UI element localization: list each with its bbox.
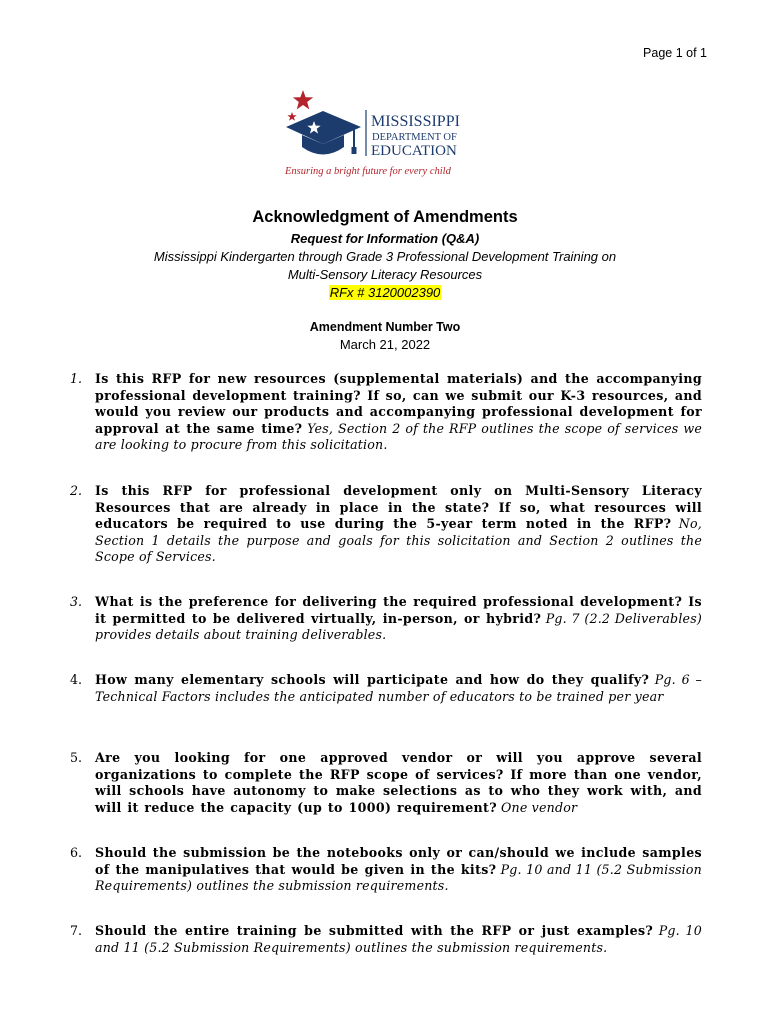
amendment-date: March 21, 2022 bbox=[339, 337, 431, 352]
qa-item-5 bbox=[70, 750, 702, 816]
project-title-line-1: Mississippi Kindergarten through Grade 3 Professional Development Training on bbox=[153, 249, 617, 264]
rfx-number bbox=[0, 285, 770, 300]
qa-item-6 bbox=[70, 845, 702, 895]
question-text: Should the entire training be submitted with the RFP or just examples? bbox=[95, 923, 654, 938]
mde-logo-graphic bbox=[283, 90, 483, 182]
answer-text: Pg. 7 (2.2 Deliverables) provides details about training deliverables. bbox=[95, 610, 702, 643]
answer-text: Pg. 10 and 11 (5.2 Submission Requirements) outlines the submission requirements. bbox=[95, 923, 702, 955]
answer-text: Yes, Section 2 of the RFP outlines the scope of services we are looking to procure from this solicitation. bbox=[95, 420, 702, 453]
answer-text: No, Section 1 details the purpose and goals for this solicitation and Section 2 outlines the Scope of Services. bbox=[95, 516, 702, 565]
qa-number: 1. bbox=[70, 371, 83, 386]
page-title: Acknowledgment of Amendments bbox=[252, 208, 518, 226]
qa-item-3 bbox=[70, 594, 702, 644]
qa-number: 6. bbox=[70, 845, 83, 860]
question-text: Are you looking for one approved vendor or will you approve several organizations to complete the RFP scope of services? If more than one vendor, will schools have autonomy to make selections as to who they work with, and will it reduce the capacity (up to 1000) requirement? bbox=[95, 750, 702, 815]
logo-line3: EDUCATION bbox=[371, 143, 457, 159]
qa-item-1 bbox=[70, 371, 702, 454]
graduation-cap-icon bbox=[286, 111, 361, 144]
question-text: Should the submission be the notebooks only or can/should we include samples of the manipulatives that would be given in the kits? bbox=[95, 845, 702, 877]
answer-text: One vendor bbox=[500, 799, 578, 815]
answer-text: Pg. 10 and 11 (5.2 Submission Requirements) outlines the submission requirements. bbox=[95, 861, 702, 894]
rfx-number-highlight: RFx # 3120002390 bbox=[329, 285, 441, 300]
answer-text: Pg. 6 – Technical Factors includes the anticipated number of educators to be trained per year bbox=[95, 672, 702, 704]
project-title-line-2: Multi-Sensory Literacy Resources bbox=[287, 267, 483, 282]
qa-item-2 bbox=[70, 483, 702, 566]
logo-tagline: Ensuring a bright future for every child bbox=[285, 166, 451, 177]
qa-item-4 bbox=[70, 672, 702, 705]
qa-number: 3. bbox=[70, 594, 83, 609]
page-number: Page 1 of 1 bbox=[643, 46, 707, 60]
small-star-icon bbox=[287, 112, 296, 121]
document-subtitle: Request for Information (Q&A) bbox=[290, 231, 480, 246]
qa-number: 7. bbox=[70, 923, 83, 938]
question-text: Is this RFP for professional development only on Multi-Sensory Literacy Resources that are already in place in the state? If so, what resources will educators be required to use during the 5-year term noted in the RFP? bbox=[95, 483, 702, 532]
qa-number: 5. bbox=[70, 750, 83, 765]
question-text: How many elementary schools will participate and how do they qualify? bbox=[95, 672, 650, 687]
qa-number: 4. bbox=[70, 672, 83, 687]
logo-line1: MISSISSIPPI bbox=[371, 113, 460, 130]
question-text: Is this RFP for new resources (supplemental materials) and the accompanying professional development training? If so, can we submit our K-3 resources, and would you review our products and accompanying professional development for approval at the same time? bbox=[95, 371, 702, 436]
mde-logo bbox=[283, 90, 483, 182]
large-star-icon bbox=[293, 90, 313, 109]
logo-line2: DEPARTMENT OF bbox=[372, 132, 457, 143]
qa-item-7 bbox=[70, 923, 702, 956]
amendment-number: Amendment Number Two bbox=[309, 320, 461, 334]
question-text: What is the preference for delivering the required professional development? Is it permitted to be delivered virtually, in-person, or hybrid? bbox=[95, 594, 702, 626]
qa-number: 2. bbox=[70, 483, 83, 498]
